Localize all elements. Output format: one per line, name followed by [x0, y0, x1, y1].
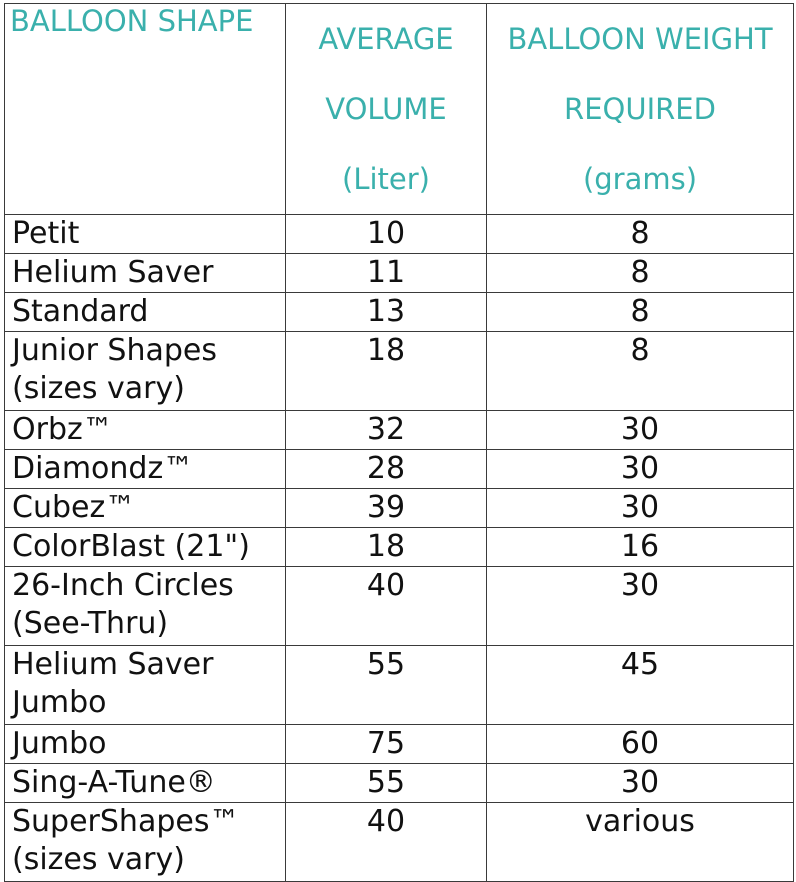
cell-balloon-shape	[5, 293, 286, 332]
cell-average-volume: 39	[286, 489, 487, 528]
shape-name: Junior Shapes	[12, 333, 218, 368]
cell-average-volume: 55	[286, 764, 487, 803]
cell-balloon-shape	[5, 215, 286, 254]
balloon-weight-table	[4, 3, 794, 882]
header-weight-line2: REQUIRED	[564, 92, 716, 126]
cell-average-volume: 13	[286, 293, 487, 332]
table-row	[5, 528, 794, 567]
cell-balloon-shape	[5, 254, 286, 293]
shape-name: SuperShapes™	[12, 804, 240, 839]
shape-name: Diamondz™	[12, 451, 194, 486]
cell-average-volume: 18	[286, 332, 487, 411]
table-row	[5, 764, 794, 803]
table-row	[5, 254, 794, 293]
header-volume-line3: (Liter)	[342, 162, 430, 196]
header-balloon-weight	[487, 4, 794, 215]
cell-balloon-weight: 8	[487, 332, 794, 411]
cell-balloon-shape	[5, 489, 286, 528]
cell-balloon-weight: 8	[487, 254, 794, 293]
cell-balloon-shape	[5, 803, 286, 882]
cell-balloon-shape	[5, 725, 286, 764]
table-row	[5, 332, 794, 411]
table-row	[5, 489, 794, 528]
header-weight-line1: BALLOON WEIGHT	[507, 22, 773, 56]
cell-balloon-weight: 60	[487, 725, 794, 764]
cell-balloon-weight: 45	[487, 646, 794, 725]
shape-name: Helium Saver	[12, 647, 214, 682]
shape-name-line2: (sizes vary)	[12, 842, 185, 877]
cell-balloon-shape	[5, 332, 286, 411]
shape-name-line2: Jumbo	[12, 685, 107, 720]
cell-average-volume: 18	[286, 528, 487, 567]
cell-average-volume: 11	[286, 254, 487, 293]
table-row	[5, 411, 794, 450]
table-row	[5, 803, 794, 882]
cell-average-volume: 28	[286, 450, 487, 489]
cell-balloon-weight: 30	[487, 411, 794, 450]
cell-balloon-weight: 30	[487, 764, 794, 803]
table-row	[5, 567, 794, 646]
cell-average-volume: 55	[286, 646, 487, 725]
header-volume-line1: AVERAGE	[318, 22, 454, 56]
cell-balloon-weight: 30	[487, 450, 794, 489]
shape-name-line2: (sizes vary)	[12, 371, 185, 406]
table-row	[5, 215, 794, 254]
shape-name: Helium Saver	[12, 255, 214, 290]
cell-balloon-weight: 8	[487, 215, 794, 254]
shape-name-line2: (See-Thru)	[12, 606, 169, 641]
header-weight-line3: (grams)	[582, 162, 698, 196]
cell-balloon-shape	[5, 567, 286, 646]
cell-balloon-weight: various	[487, 803, 794, 882]
cell-average-volume: 10	[286, 215, 487, 254]
shape-name: Jumbo	[12, 726, 107, 761]
cell-balloon-shape	[5, 646, 286, 725]
header-volume-line2: VOLUME	[325, 92, 447, 126]
cell-balloon-shape	[5, 764, 286, 803]
header-average-volume	[286, 4, 487, 215]
shape-name: 26-Inch Circles	[12, 568, 234, 603]
shape-name: Cubez™	[12, 490, 136, 525]
cell-average-volume: 40	[286, 803, 487, 882]
header-row	[5, 4, 794, 215]
shape-name: Orbz™	[12, 412, 113, 447]
cell-balloon-weight: 8	[487, 293, 794, 332]
cell-balloon-shape	[5, 528, 286, 567]
table-row	[5, 450, 794, 489]
header-shape-text: BALLOON SHAPE	[10, 4, 254, 38]
cell-balloon-weight: 30	[487, 489, 794, 528]
shape-name: ColorBlast (21")	[12, 529, 250, 564]
shape-name: Sing-A-Tune®	[12, 765, 216, 800]
shape-name: Petit	[12, 216, 80, 251]
cell-balloon-weight: 16	[487, 528, 794, 567]
table-row	[5, 646, 794, 725]
cell-average-volume: 32	[286, 411, 487, 450]
cell-balloon-shape	[5, 450, 286, 489]
cell-balloon-weight: 30	[487, 567, 794, 646]
table-row	[5, 725, 794, 764]
header-balloon-shape	[5, 4, 286, 215]
cell-balloon-shape	[5, 411, 286, 450]
cell-average-volume: 40	[286, 567, 487, 646]
table-body	[5, 215, 794, 882]
table-row	[5, 293, 794, 332]
cell-average-volume: 75	[286, 725, 487, 764]
shape-name: Standard	[12, 294, 149, 329]
